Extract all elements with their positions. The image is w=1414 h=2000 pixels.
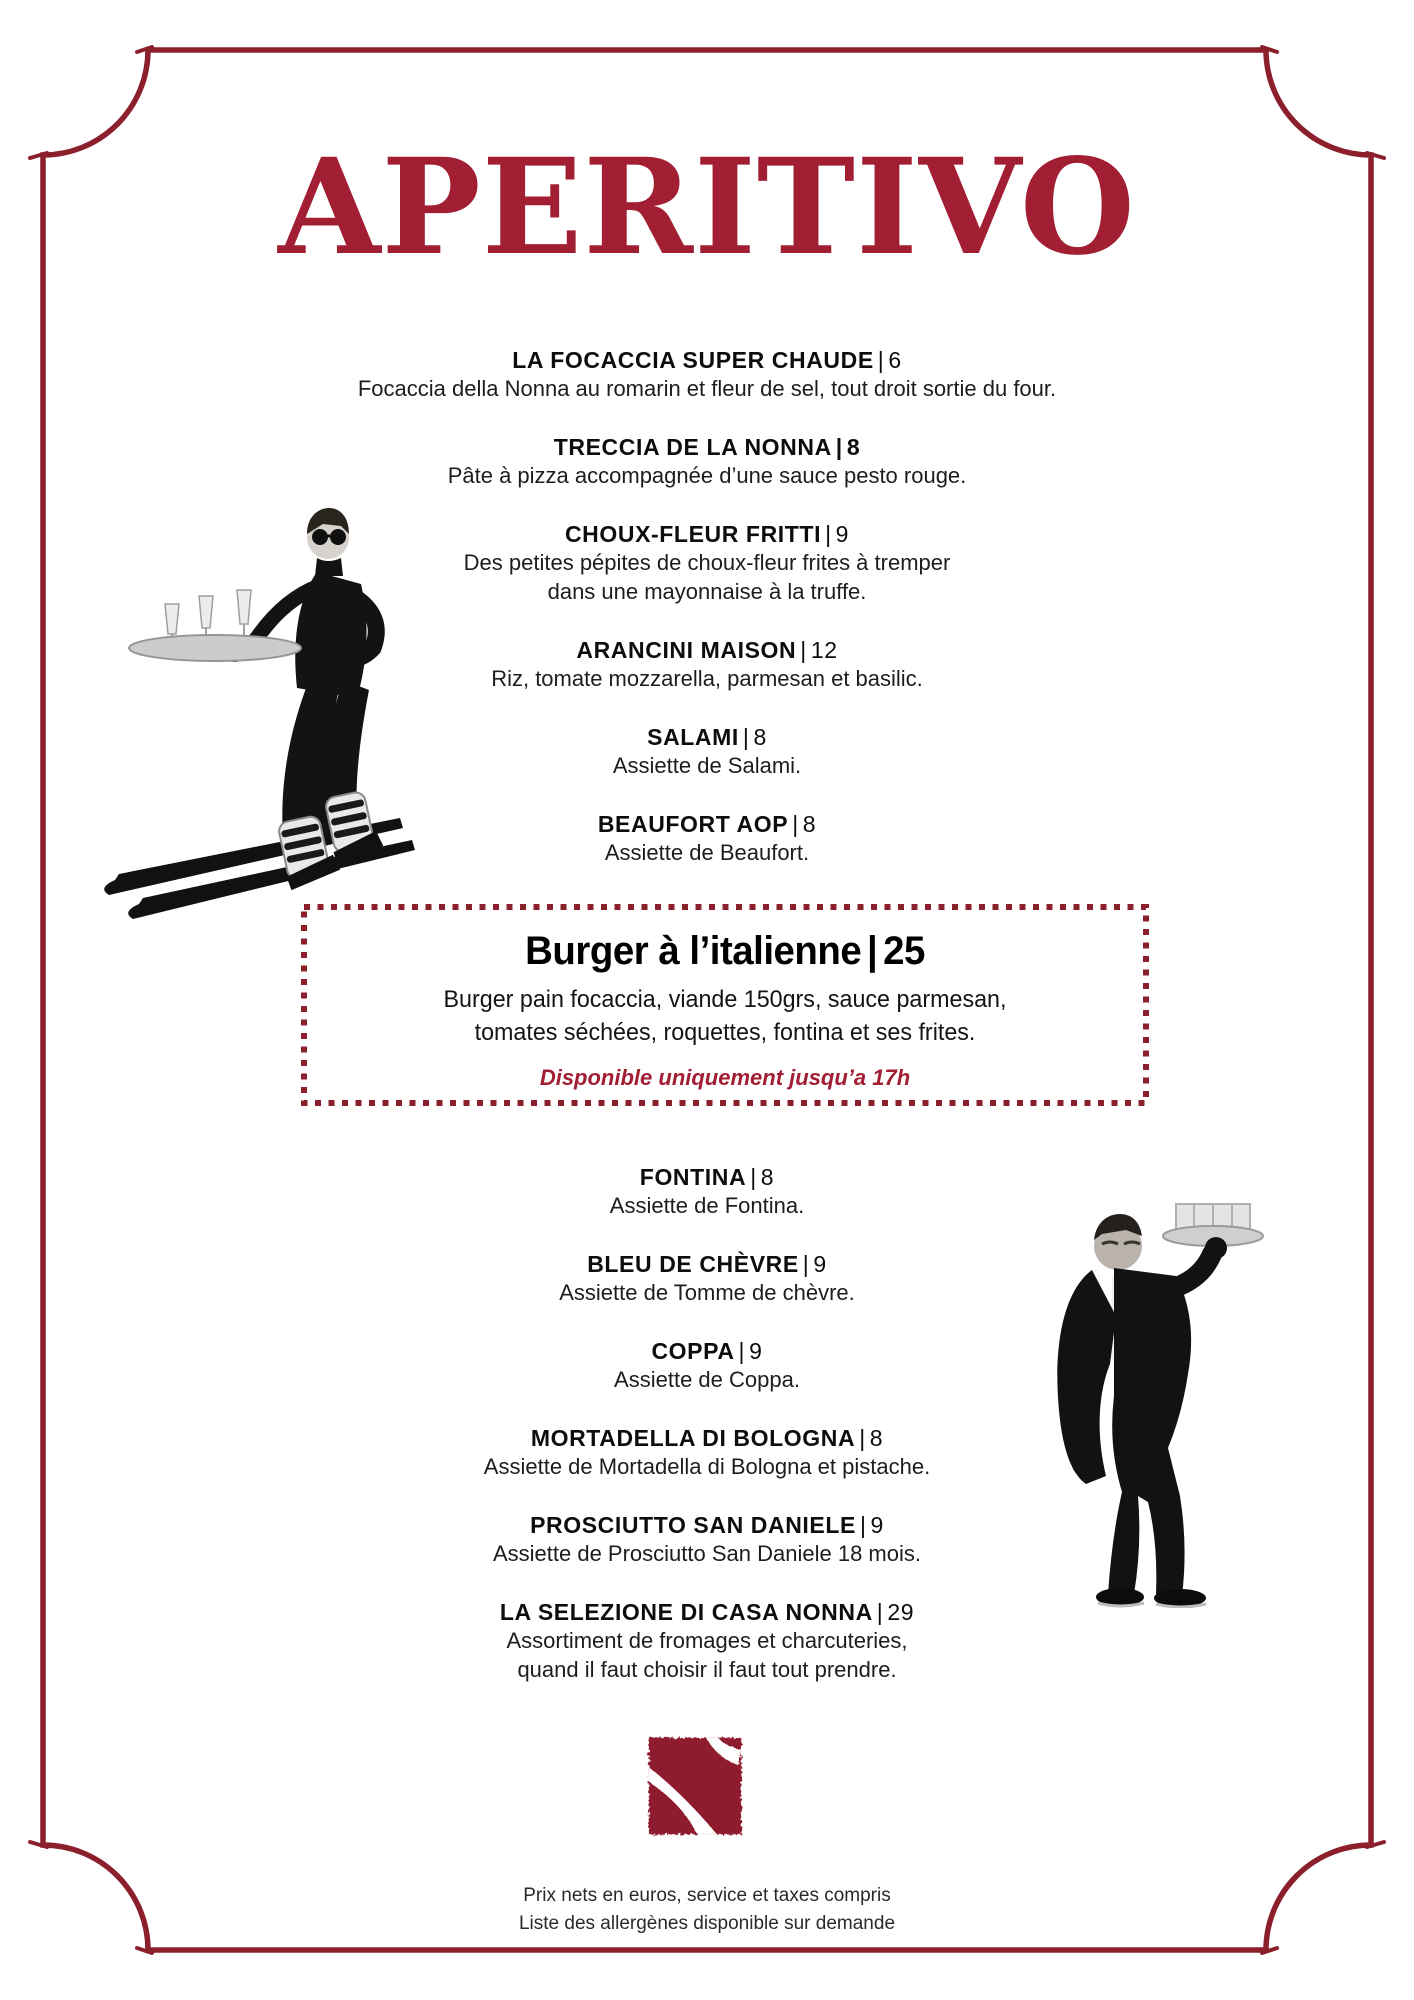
- item-title: BLEU DE CHÈVRE | 9: [587, 1251, 827, 1277]
- item-price: 9: [813, 1251, 827, 1277]
- item-price: 9: [749, 1338, 763, 1364]
- item-description: Assiette de Mortadella di Bologna et pistache.: [483, 1454, 931, 1479]
- item-price: 8: [869, 1425, 884, 1451]
- item-description: quand il faut choisir il faut tout prendre.: [517, 1657, 897, 1682]
- item-description: Focaccia della Nonna au romarin et fleur de sel, tout droit sortie du four.: [357, 376, 1057, 401]
- menu-item: [0, 810, 1414, 867]
- item-description: Assiette de Tomme de chèvre.: [559, 1280, 855, 1305]
- item-title: ARANCINI MAISON | 12: [576, 637, 838, 663]
- item-description: Des petites pépites de choux-fleur frites à tremper: [463, 550, 951, 575]
- item-price: 29: [887, 1599, 915, 1625]
- menu-section-bottom: [0, 1163, 1414, 1714]
- item-price: 8: [846, 434, 861, 460]
- featured-item-description: Burger pain focaccia, viande 150grs, sauce parmesan,: [443, 986, 1007, 1013]
- brand-logo-n: [640, 1730, 750, 1842]
- item-description: dans une mayonnaise à la truffe.: [547, 579, 867, 604]
- item-title: SALAMI | 8: [647, 724, 767, 750]
- page-title: APERITIVO: [278, 130, 1136, 285]
- item-price: 8: [753, 724, 767, 750]
- menu-item: [0, 1424, 1414, 1481]
- item-description: Pâte à pizza accompagnée d’une sauce pesto rouge.: [447, 463, 967, 488]
- item-description: Assiette de Prosciutto San Daniele 18 mois.: [492, 1541, 921, 1566]
- menu-item: [0, 1598, 1414, 1684]
- item-description: Assiette de Beaufort.: [604, 840, 810, 865]
- item-price: 6: [888, 347, 902, 373]
- item-title: LA FOCACCIA SUPER CHAUDE | 6: [512, 347, 902, 373]
- menu-item: [0, 346, 1414, 403]
- brand-logo-n-icon: [640, 1730, 750, 1842]
- item-description: Assiette de Fontina.: [609, 1193, 805, 1218]
- featured-item-title: Burger à l’italienne | 25: [525, 929, 925, 973]
- item-title: CHOUX-FLEUR FRITTI | 9: [564, 521, 850, 547]
- menu-item: [0, 520, 1414, 606]
- menu-item: [0, 1250, 1414, 1307]
- item-price: 8: [760, 1164, 775, 1190]
- footer-line-prices: Prix nets en euros, service et taxes compris: [523, 1885, 891, 1906]
- item-title: FONTINA | 8: [639, 1164, 775, 1190]
- item-price: 9: [870, 1512, 884, 1538]
- menu-item: [0, 433, 1414, 490]
- menu-item: [0, 1337, 1414, 1394]
- menu-item: [0, 636, 1414, 693]
- menu-item: [0, 1511, 1414, 1568]
- featured-item-availability-note: Disponible uniquement jusqu’a 17h: [539, 1065, 911, 1090]
- item-price: 12: [810, 637, 838, 663]
- featured-item-description: tomates séchées, roquettes, fontina et ses frites.: [474, 1019, 976, 1046]
- item-description: Riz, tomate mozzarella, parmesan et basilic.: [491, 666, 923, 691]
- item-price: 8: [802, 811, 817, 837]
- footer: [0, 1882, 1414, 1938]
- featured-item-box: [300, 903, 1150, 1107]
- menu-section-top: [0, 346, 1414, 897]
- item-title: LA SELEZIONE DI CASA NONNA | 29: [499, 1599, 915, 1625]
- item-description: Assortiment de fromages et charcuteries,: [506, 1628, 908, 1653]
- item-title: COPPA | 9: [651, 1338, 763, 1364]
- menu-item: [0, 1163, 1414, 1220]
- featured-item-price: 25: [883, 929, 925, 973]
- item-title: MORTADELLA DI BOLOGNA | 8: [530, 1425, 884, 1451]
- item-price: 9: [835, 521, 850, 547]
- item-title: BEAUFORT AOP | 8: [597, 811, 817, 837]
- footer-line-allergens: Liste des allergènes disponible sur demande: [518, 1913, 896, 1934]
- menu-item: [0, 723, 1414, 780]
- item-description: Assiette de Salami.: [612, 753, 802, 778]
- item-description: Assiette de Coppa.: [614, 1367, 800, 1392]
- item-title: PROSCIUTTO SAN DANIELE | 9: [530, 1512, 884, 1538]
- item-title: TRECCIA DE LA NONNA | 8: [553, 434, 861, 460]
